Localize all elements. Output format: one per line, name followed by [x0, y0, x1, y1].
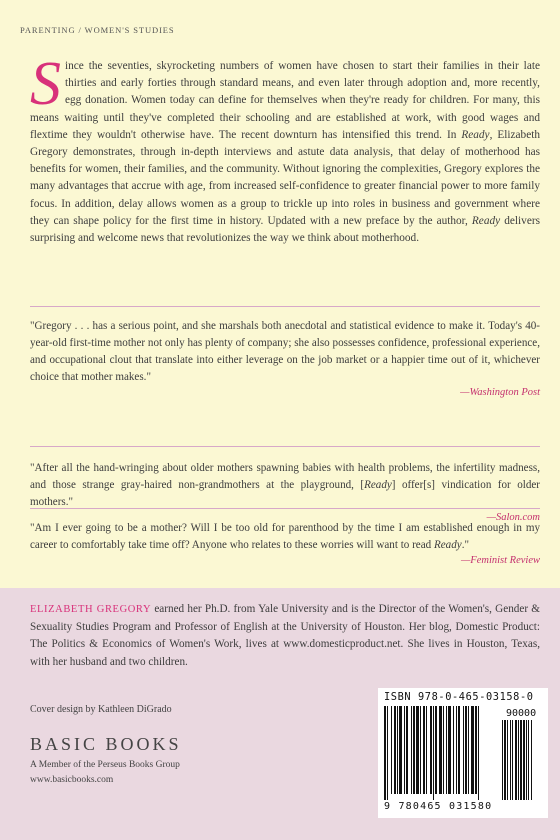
- author-bio: [30, 601, 540, 671]
- quote-source: —Salon.com: [486, 512, 540, 523]
- book-title-italic: Ready: [461, 128, 490, 141]
- quote-source: —Washington Post: [460, 387, 540, 398]
- barcode-bar: [387, 706, 388, 800]
- quote-text-part: .": [461, 539, 469, 551]
- barcode-addon-bar: [510, 720, 511, 800]
- barcode-bar: [468, 706, 469, 794]
- review-quote-1: [30, 318, 540, 401]
- barcode-addon-bar: [512, 720, 513, 800]
- barcode-bar: [471, 706, 474, 794]
- book-description: [30, 50, 540, 247]
- quote-text-part: "Am I ever going to be a mother? Will I be too old for parenthood by the time I am established enough in my career to comfortably take time off? Anyone who relates to these worries will want to read: [30, 522, 540, 551]
- barcode-graphic: [384, 706, 542, 800]
- barcode-bar: [420, 706, 421, 794]
- barcode-bar: [448, 706, 451, 794]
- barcode-bar: [430, 706, 432, 794]
- barcode-addon-digits: 90000: [506, 708, 537, 719]
- cover-design-credit: Cover design by Kathleen DiGrado: [30, 704, 172, 715]
- book-title-italic: Ready: [433, 539, 462, 551]
- publisher-website: www.basicbooks.com: [30, 775, 114, 785]
- review-quote-3: [30, 520, 540, 569]
- barcode-bar: [397, 706, 398, 794]
- barcode-bar: [439, 706, 442, 794]
- barcode-addon-bar: [523, 720, 525, 800]
- barcode-bar: [443, 706, 444, 794]
- description-text-2: , Elizabeth Gregory demonstrates, through in-depth interviews and astute data analysis, that delay of motherhood has benefits for women, their families, and the community. Without ignoring the complexities, Gregory explores the many advantages that accrue with age, from increased self-confidence to greater financial power to more family focus. In addition, delay allows women as a group to trickle up into roles in business and government where they can shape policy for the first time in history. Updated with a new preface by the author,: [30, 128, 540, 227]
- divider-rule: [30, 508, 540, 509]
- barcode-addon-bar: [528, 720, 529, 800]
- review-quote-2: [30, 460, 540, 526]
- barcode-bar: [465, 706, 467, 794]
- barcode-addon-bar: [507, 720, 508, 800]
- publisher-member-line: A Member of the Perseus Books Group: [30, 760, 180, 770]
- barcode-bar: [475, 706, 477, 794]
- barcode-addon-bar: [504, 720, 506, 800]
- barcode-bar: [478, 706, 479, 800]
- barcode-bar: [404, 706, 405, 794]
- barcode-bar: [423, 706, 425, 794]
- barcode-bar: [458, 706, 460, 794]
- barcode-bar: [406, 706, 408, 794]
- description-text-3: delivers surprising and welcome news that revolutionizes the way we think about motherhood.: [30, 214, 540, 245]
- isbn-barcode: [378, 688, 548, 818]
- barcode-bar: [435, 706, 437, 794]
- drop-cap: S: [30, 50, 61, 118]
- author-name: ELIZABETH GREGORY: [30, 604, 152, 615]
- barcode-bar: [399, 706, 402, 794]
- category-label: PARENTING / WOMEN'S STUDIES: [20, 25, 175, 35]
- barcode-addon-bar: [518, 720, 519, 800]
- divider-rule: [30, 446, 540, 447]
- quote-text-part: ] offer[s] vindication for older mothers.": [30, 479, 540, 508]
- publisher-name: BASIC BOOKS: [30, 734, 182, 754]
- barcode-addon-bar: [526, 720, 527, 800]
- bio-text: earned her Ph.D. from Yale University and is the Director of the Women's, Gender & Sexuality Studies Program and Professor of English at the University of Houston. Her blog, Domestic Product: The Politics & Economics of Women's Work, lives at www.domesticproduct.net. She lives in Houston, Texas, with her husband and two children.: [30, 603, 540, 668]
- quote-text: [30, 460, 540, 511]
- quote-text-part: "After all the hand-wringing about older mothers spawning babies with health problems, the infertility madness, and those strange gray-haired non-grandmothers at the playground, [: [30, 462, 540, 491]
- barcode-bar: [384, 706, 386, 800]
- barcode-addon-bar: [502, 720, 503, 800]
- barcode-bar: [453, 706, 454, 794]
- description-text-1: ince the seventies, skyrocketing numbers of women have chosen to start their families in their late thirties and early forties through standard means, and even later through adoption and, more recently, egg donation. Women today can define for themselves when they're ready for children. For many, this means waiting until they've completed their schooling and are established at work, with good wages and flextime they wouldn't otherwise have. The recent downturn has intensified this trend. In: [30, 60, 540, 141]
- barcode-bar: [391, 706, 392, 794]
- barcode-bar: [416, 706, 419, 794]
- isbn-label: ISBN 978-0-465-03158-0: [384, 691, 534, 703]
- divider-rule: [30, 306, 540, 307]
- barcode-bar: [413, 706, 415, 794]
- barcode-bar: [426, 706, 427, 794]
- barcode-digits: 9 780465 031580: [384, 801, 493, 812]
- barcode-addon-bar: [531, 720, 532, 800]
- back-cover-lower-panel: [0, 588, 560, 840]
- quote-text: [30, 520, 540, 554]
- quote-text: "Gregory . . . has a serious point, and she marshals both anecdotal and statistical evidence to make it. Today's 40-year-old first-time mother not only has plenty of company; she also possesses confidence, professional experience, and occupational clout that translate into either leverage on the job market or a happier time out of it, whichever choice that mother makes.": [30, 320, 540, 383]
- quote-source: —Feminist Review: [460, 555, 540, 566]
- book-title-italic: Ready: [364, 479, 392, 491]
- barcode-bar: [446, 706, 447, 794]
- barcode-bar: [411, 706, 412, 794]
- barcode-addon-bar: [520, 720, 522, 800]
- barcode-bar: [463, 706, 464, 794]
- barcode-addon-bar: [515, 720, 517, 800]
- barcode-bar: [394, 706, 396, 794]
- book-title-italic: Ready: [471, 214, 501, 227]
- barcode-bar: [433, 706, 434, 800]
- barcode-bar: [456, 706, 457, 794]
